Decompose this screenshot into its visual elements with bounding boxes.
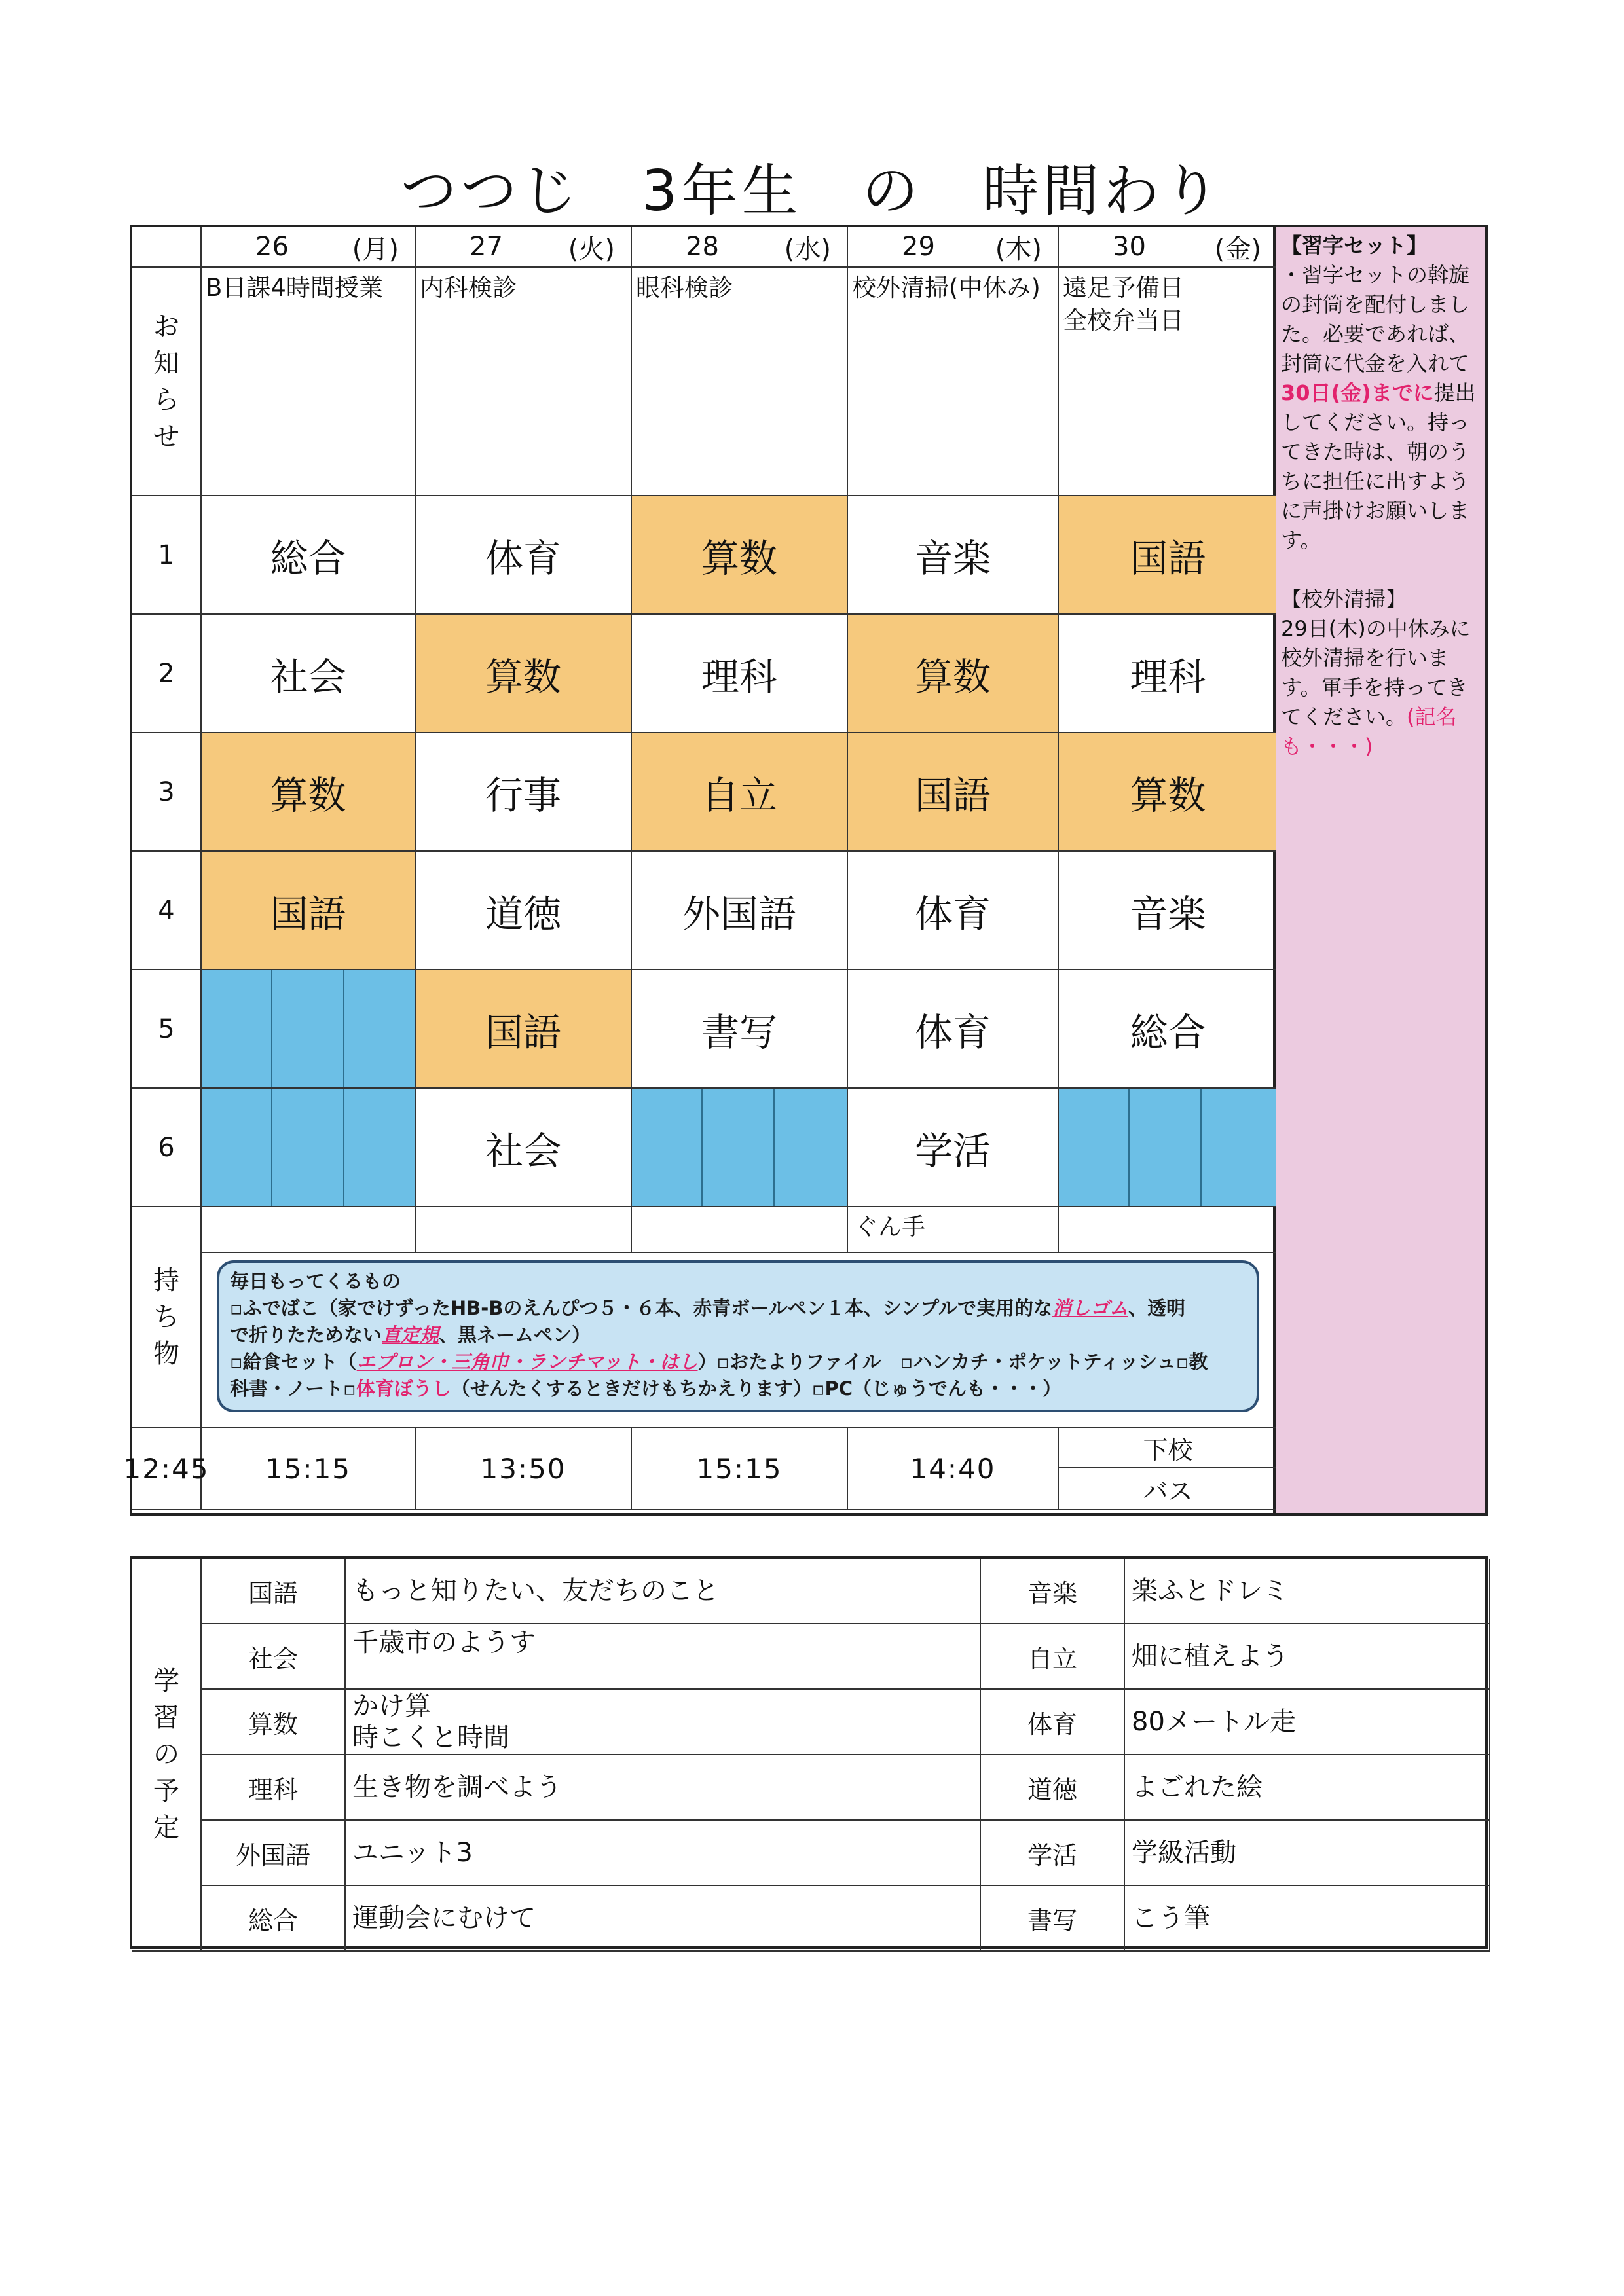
period-subject: 算数: [1059, 733, 1278, 852]
plan-content: 生き物を調べよう: [346, 1755, 981, 1821]
period-subject: 社会: [202, 615, 416, 733]
period-subject: 総合: [202, 496, 416, 615]
period-subject: 理科: [1059, 615, 1278, 733]
belongings-line: [230, 1349, 1246, 1376]
day-header: [848, 227, 1059, 268]
day-header: [632, 227, 848, 268]
bring-note: [632, 1207, 848, 1253]
bring-note: [416, 1207, 632, 1253]
plan-content: ユニット3: [346, 1821, 981, 1886]
side-text: 29日(木)の中休みに校外清掃を行います。軍手を持ってきてください。: [1281, 616, 1471, 729]
belongings-line: [230, 1376, 1246, 1402]
belongings-text: 科書・ノート▫: [230, 1377, 356, 1400]
belongings-text: ▫給食セット（: [230, 1351, 357, 1373]
plan-content: 畑に植えよう: [1125, 1624, 1490, 1690]
day-header: [1059, 227, 1278, 268]
period-subject: 算数: [416, 615, 632, 733]
period-subject: 理科: [632, 615, 848, 733]
side-heading: 【校外清掃】: [1281, 587, 1407, 611]
timetable: [123, 225, 1488, 1516]
period-subject: 道徳: [416, 852, 632, 970]
plan-content: かけ算 時こくと時間: [346, 1690, 981, 1755]
plan-content: もっと知りたい、友だちのこと: [346, 1559, 981, 1624]
notice-cell: 内科検診: [416, 268, 632, 496]
plan-content: よごれた絵: [1125, 1755, 1490, 1821]
plan-subject: 総合: [202, 1886, 346, 1952]
plan-content: 千歳市のようす: [346, 1624, 981, 1690]
period-subject: 国語: [848, 733, 1059, 852]
period-subject: 外国語: [632, 852, 848, 970]
period-subject: 社会: [416, 1089, 632, 1207]
plan-subject: 理科: [202, 1755, 346, 1821]
plan-content: こう筆: [1125, 1886, 1490, 1952]
notice-label: お 知 ら せ: [132, 268, 202, 496]
plan-subject: 自立: [981, 1624, 1125, 1690]
belongings-line: [230, 1295, 1246, 1322]
period-subject: 算数: [632, 496, 848, 615]
side-note-cleaning: [1281, 585, 1480, 761]
plan-content: 楽ふとドレミ: [1125, 1559, 1490, 1624]
belongings-text: （せんたくするときだけもちかえります）▫PC（じゅうでんも・・・）: [451, 1377, 1062, 1400]
side-heading: 【習字セット】: [1281, 233, 1428, 258]
plan-subject: 体育: [981, 1690, 1125, 1755]
side-highlight: 30日(金)までに: [1281, 380, 1434, 405]
period-subject: 書写: [632, 970, 848, 1089]
belongings-text: 、黒ネームペン）: [439, 1324, 591, 1346]
period-subject: 体育: [848, 852, 1059, 970]
period-number: 2: [132, 615, 202, 733]
day-of-week: (火): [568, 234, 615, 264]
day-of-week: (木): [995, 234, 1042, 264]
period-number: 3: [132, 733, 202, 852]
day-date: 26: [255, 232, 289, 262]
stripe: [343, 1089, 344, 1206]
study-plan-table: [130, 1556, 1488, 1949]
plan-subject: 外国語: [202, 1821, 346, 1886]
belongings-label: 持 ち 物: [132, 1207, 202, 1428]
day-header: [416, 227, 632, 268]
stripe: [271, 970, 272, 1087]
side-text: ・習字セットの斡旋の封筒を配付しました。必要であれば、封筒に代金を入れて: [1281, 263, 1470, 376]
period-number: 6: [132, 1089, 202, 1207]
period-subject: 体育: [848, 970, 1059, 1089]
day-header: [202, 227, 416, 268]
plan-subject: 学活: [981, 1821, 1125, 1886]
belongings-box: [217, 1260, 1259, 1412]
day-of-week: (金): [1214, 234, 1261, 264]
stripe: [271, 1089, 272, 1206]
plan-subject: 音楽: [981, 1559, 1125, 1624]
belongings-text: ▫ふでばこ（家でけずったHB-Bのえんぴつ５・６本、赤青ボールペン１本、シンプルで実用的な: [230, 1297, 1052, 1319]
plan-content: 運動会にむけて: [346, 1886, 981, 1952]
side-highlight: (記名も・・・): [1281, 704, 1457, 759]
dismissal-time: 13:50: [416, 1428, 632, 1510]
empty-period: [1059, 1089, 1278, 1207]
period-subject: 学活: [848, 1089, 1059, 1207]
period-subject: 国語: [202, 852, 416, 970]
day-date: 27: [470, 232, 503, 262]
period-subject: 国語: [416, 970, 632, 1089]
empty-period: [202, 970, 416, 1089]
dismissal-time: 15:15: [632, 1428, 848, 1510]
bring-note: [202, 1207, 416, 1253]
stripe: [773, 1089, 775, 1206]
belongings-line: [230, 1322, 1246, 1349]
stripe: [701, 1089, 703, 1206]
day-of-week: (月): [352, 234, 399, 264]
period-subject: 音楽: [848, 496, 1059, 615]
plan-subject: 算数: [202, 1690, 346, 1755]
plan-subject: 道徳: [981, 1755, 1125, 1821]
period-subject: 体育: [416, 496, 632, 615]
side-notes: [1276, 225, 1488, 1516]
period-subject: 行事: [416, 733, 632, 852]
belongings-emphasis: 直定規: [382, 1324, 439, 1346]
period-subject: 音楽: [1059, 852, 1278, 970]
notice-cell: 眼科検診: [632, 268, 848, 496]
plan-content: 学級活動: [1125, 1821, 1490, 1886]
period-subject: 算数: [202, 733, 416, 852]
plan-content: 80メートル走: [1125, 1690, 1490, 1755]
period-subject: 自立: [632, 733, 848, 852]
day-of-week: (水): [784, 234, 831, 264]
dismissal-time: 15:15: [202, 1428, 416, 1510]
belongings-emphasis: 消しゴム: [1052, 1297, 1128, 1319]
period-number: 1: [132, 496, 202, 615]
stripe: [343, 970, 344, 1087]
notice-cell: 遠足予備日 全校弁当日: [1059, 268, 1278, 496]
side-text: 提出してください。持ってきた時は、朝のうちに担任に出すように声掛けお願いします。: [1281, 380, 1476, 553]
period-subject: 総合: [1059, 970, 1278, 1089]
stripe: [1200, 1089, 1202, 1206]
day-date: 29: [902, 232, 935, 262]
belongings-text: 、透明: [1128, 1297, 1185, 1319]
study-plan-title: 学 習 の 予 定: [132, 1559, 202, 1952]
period-subject: 国語: [1059, 496, 1278, 615]
period-number: 5: [132, 970, 202, 1089]
page-title: つつじ 3年生 の 時間わり: [400, 158, 1224, 224]
empty-period: [202, 1089, 416, 1207]
bring-note: ぐん手: [848, 1207, 1059, 1253]
belongings-text: で折りたためない: [230, 1324, 382, 1346]
dismissal-time: 14:40: [848, 1428, 1059, 1510]
dismissal-label: 下校: [1059, 1428, 1278, 1468]
belongings-emphasis: エプロン・三角巾・ランチマット・はし: [356, 1351, 698, 1373]
stripe: [1128, 1089, 1130, 1206]
period-number: 4: [132, 852, 202, 970]
plan-subject: 国語: [202, 1559, 346, 1624]
period-subject: 算数: [848, 615, 1059, 733]
bus-label: バス: [1059, 1468, 1278, 1510]
notice-cell: B日課4時間授業: [202, 268, 416, 496]
corner-cell: [132, 227, 202, 268]
plan-subject: 書写: [981, 1886, 1125, 1952]
plan-subject: 社会: [202, 1624, 346, 1690]
day-date: 28: [686, 232, 719, 262]
belongings-emphasis: 体育ぼうし: [356, 1377, 451, 1400]
side-note-calligraphy: [1281, 231, 1480, 555]
day-date: 30: [1113, 232, 1146, 262]
belongings-heading: 毎日もってくるもの: [230, 1270, 401, 1292]
notice-cell: 校外清掃(中休み): [848, 268, 1059, 496]
empty-period: [632, 1089, 848, 1207]
bring-note: [1059, 1207, 1278, 1253]
belongings-text: ）▫おたよりファイル ▫ハンカチ・ポケットティッシュ▫教: [697, 1351, 1208, 1373]
dismissal-time: 12:45: [132, 1428, 202, 1510]
